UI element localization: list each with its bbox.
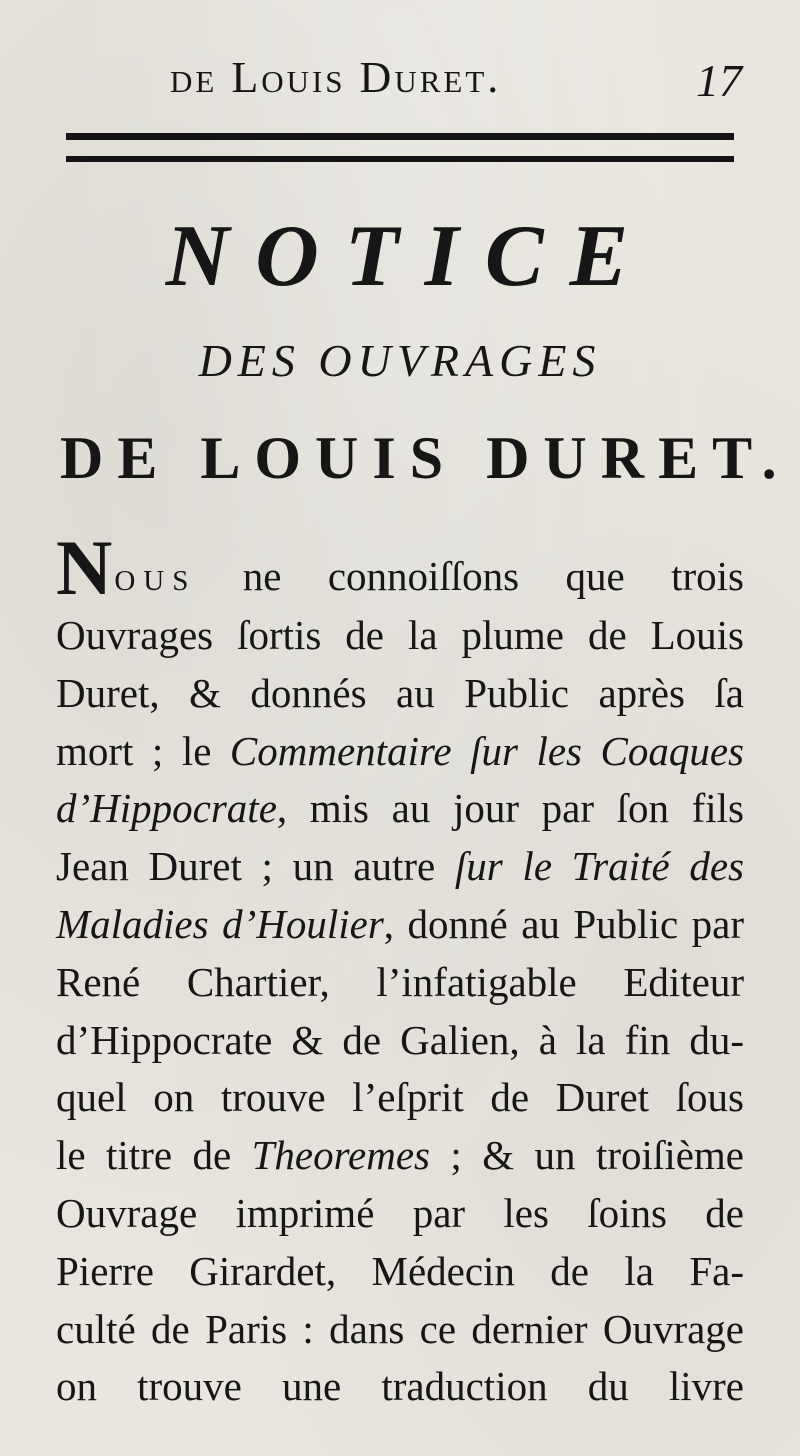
text-line: René Chartier, l’infatigable Editeur <box>56 958 744 1005</box>
text-line: Duret, & donnés au Public après ſa <box>56 669 744 716</box>
small-caps-word: ous <box>114 553 197 599</box>
text-line: Maladies d’Houlier, donné au Public par <box>56 900 744 947</box>
text-line: le titre de Theoremes ; & un troiſième <box>56 1132 744 1179</box>
text-line: culté de Paris : dans ce dernier Ouvrage <box>56 1305 744 1352</box>
italic-title: Commentaire ſur les Coaques <box>229 727 744 774</box>
italic-title: Maladies d’Houlier <box>56 900 384 947</box>
text-line: Ouvrage imprimé par les ſoins de <box>56 1189 744 1236</box>
italic-title: d’Hippocrate <box>56 785 277 832</box>
subtitle-author: DE LOUIS DURET. <box>60 425 791 491</box>
text-line: on trouve une traduction du livre <box>56 1363 744 1410</box>
italic-title: Theoremes <box>251 1132 430 1179</box>
running-title: de Louis Duret. <box>170 53 502 102</box>
italic-title: ſur le Traité des <box>454 843 744 890</box>
text-line: d’Hippocrate & de Galien, à la fin du- <box>56 1016 744 1063</box>
title-notice: NOTICE <box>165 208 655 305</box>
text-line: Nous ne connoiſſons que trois <box>56 524 744 611</box>
text-line: Jean Duret ; un autre ſur le Traité des <box>56 843 744 890</box>
header-rule-bottom <box>66 156 734 162</box>
text-line: quel on trouve l’eſprit de Duret ſous <box>56 1074 744 1121</box>
body-text <box>56 524 744 1416</box>
page-number: 17 <box>696 55 742 106</box>
text-line: d’Hippocrate, mis au jour par ſon fils <box>56 785 744 832</box>
text-line: mort ; le Commentaire ſur les Coaques <box>56 727 744 774</box>
drop-cap: N <box>56 524 113 611</box>
header-rule-top <box>66 133 734 140</box>
text-line: Pierre Girardet, Médecin de la Fa- <box>56 1247 744 1294</box>
text-line: Ouvrages ſortis de la plume de Louis <box>56 612 744 658</box>
subtitle-des-ouvrages: DES OUVRAGES <box>198 335 602 386</box>
running-head <box>0 52 800 112</box>
